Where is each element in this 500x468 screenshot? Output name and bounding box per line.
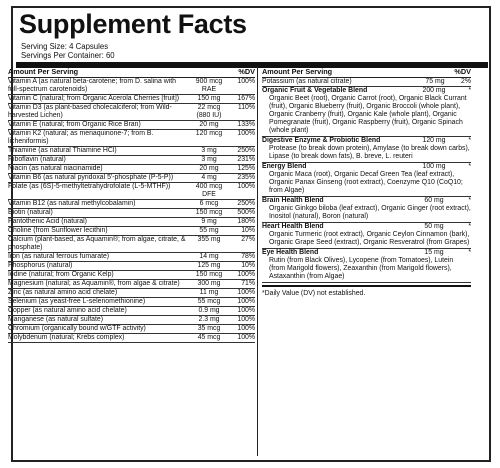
nutrient-dv: 250% xyxy=(237,147,255,154)
blend-block xyxy=(262,137,471,163)
dv-header: %DV xyxy=(454,66,471,76)
nutrient-dv: 250% xyxy=(237,200,255,207)
blend-amount: 200 mg xyxy=(422,87,446,94)
nutrient-row xyxy=(8,209,255,218)
amount-header: Amount Per Serving xyxy=(262,66,333,76)
nutrient-amount: 11 mg xyxy=(199,289,219,296)
nutrient-dv: 2% xyxy=(461,78,471,85)
nutrient-name: Magnesium (natural; as Aquamin®, from algae & citrate) xyxy=(8,280,180,287)
blend-ingredients: Protease (to break down protein), Amylase (to break down carbs), Lipase (to break down fats), B. breve, L. reuteri xyxy=(269,145,470,160)
nutrient-amount: 0.9 mg xyxy=(198,307,220,314)
blend-header xyxy=(262,87,471,95)
blend-dv: * xyxy=(468,249,471,256)
nutrient-name: Choline (from Sunflower lecithin) xyxy=(8,227,108,234)
nutrient-name: Biotin (natural) xyxy=(8,209,53,216)
nutrient-dv: 500% xyxy=(237,209,255,216)
nutrient-row xyxy=(8,325,255,334)
nutrient-name: Molybdenum (natural; Krebs complex) xyxy=(8,334,125,341)
nutrient-name: Calcium (plant-based, as Aquamin®; from algae, citrate, & phosphate) xyxy=(8,236,186,251)
blend-amount: 15 mg xyxy=(424,249,444,256)
blend-dv: * xyxy=(468,87,471,94)
nutrient-dv: 167% xyxy=(237,95,255,102)
nutrient-row xyxy=(8,280,255,289)
nutrient-row xyxy=(8,271,255,280)
nutrient-name: Phosphorus (natural) xyxy=(8,262,73,269)
blend-dv: * xyxy=(468,197,471,204)
nutrient-dv: 100% xyxy=(237,289,255,296)
blend-header xyxy=(262,197,471,205)
nutrient-amount: 75 mg xyxy=(425,78,445,85)
nutrient-name: Niacin (as natural niacinamide) xyxy=(8,165,103,172)
nutrient-name: Iron (as natural ferrous fumarate) xyxy=(8,253,110,260)
nutrient-row xyxy=(8,130,255,147)
nutrient-row xyxy=(8,307,255,316)
nutrient-row xyxy=(8,200,255,209)
nutrient-amount: 150 mcg xyxy=(195,209,223,216)
nutrient-amount: 4 mg xyxy=(201,174,217,181)
nutrient-amount: 3 mg xyxy=(201,147,217,154)
nutrient-name: Pantothenic Acid (natural) xyxy=(8,218,87,225)
nutrient-dv: 100% xyxy=(237,325,255,332)
blend-block xyxy=(262,87,471,137)
nutrient-name: Riboflavin (natural) xyxy=(8,156,66,163)
blend-dv: * xyxy=(468,223,471,230)
blend-header xyxy=(262,223,471,231)
blend-ingredients: Organic Maca (root), Organic Decaf Green Tea (leaf extract), Organic Panax Ginseng (root extract), Coenzyme Q10 (CoQ10; from Algae) xyxy=(269,171,463,194)
column-divider xyxy=(257,66,258,456)
blend-block xyxy=(262,249,471,283)
blend-name: Heart Health Blend xyxy=(262,223,324,230)
nutrient-dv: 100% xyxy=(237,271,255,278)
blend-name: Energy Blend xyxy=(262,163,307,170)
nutrient-dv: 10% xyxy=(241,262,255,269)
nutrient-amount: 45 mcg xyxy=(197,334,221,341)
nutrient-list xyxy=(8,78,255,343)
nutrient-name: Vitamin D3 (as plant-based cholecalciferol; from Wild-harvested Lichen) xyxy=(8,104,172,119)
right-column xyxy=(262,66,471,298)
nutrient-name: Vitamin E (natural; from Organic Rice Bran) xyxy=(8,121,141,128)
blend-header xyxy=(262,137,471,145)
nutrient-dv: 10% xyxy=(241,227,255,234)
nutrient-name: Manganese (as natural sulfate) xyxy=(8,316,103,323)
blend-amount: 60 mg xyxy=(424,197,444,204)
blend-amount: 100 mg xyxy=(422,163,446,170)
potassium-row xyxy=(262,78,471,87)
panel-title: Supplement Facts xyxy=(19,9,247,39)
left-column-header xyxy=(8,66,255,78)
nutrient-row xyxy=(8,236,255,253)
nutrient-dv: 27% xyxy=(241,236,255,243)
blend-ingredients: Rutin (from Black Olives), Lycopene (from Tomatoes), Lutein (from Marigold flowers), Zeaxanthin (from Marigold flowers), Astaxanthin (from Algae) xyxy=(269,257,454,280)
footnote: *Daily Value (DV) not established. xyxy=(262,285,471,298)
nutrient-row xyxy=(8,334,255,343)
nutrient-amount: 300 mg xyxy=(197,280,221,287)
nutrient-row xyxy=(8,156,255,165)
amount-header: Amount Per Serving xyxy=(8,66,79,76)
nutrient-amount: 900 mcg RAE xyxy=(195,78,223,93)
blend-dv: * xyxy=(468,163,471,170)
nutrient-amount: 55 mg xyxy=(199,227,219,234)
nutrient-dv: 100% xyxy=(237,78,255,85)
nutrient-dv: 100% xyxy=(237,307,255,314)
blend-block xyxy=(262,163,471,197)
blend-ingredients: Organic Turmeric (root extract), Organic Ceylon Cinnamon (bark), Organic Grape Seed (extract), Organic Resveratrol (from Grapes) xyxy=(269,231,470,246)
blend-block xyxy=(262,197,471,223)
nutrient-dv: 71% xyxy=(241,280,255,287)
nutrient-amount: 355 mg xyxy=(197,236,221,243)
nutrient-row xyxy=(8,253,255,262)
nutrient-name: Folate (as (6S)-5-methyltetrahydrofolate (L-5-MTHF)) xyxy=(8,183,171,190)
nutrient-name: Vitamin B12 (as natural methylcobalamin) xyxy=(8,200,136,207)
blend-name: Digestive Enzyme & Probiotic Blend xyxy=(262,137,381,144)
nutrient-dv: 125% xyxy=(237,165,255,172)
dv-header: %DV xyxy=(238,66,255,76)
nutrient-name: Copper (as natural amino acid chelate) xyxy=(8,307,127,314)
nutrient-row xyxy=(8,289,255,298)
nutrient-row xyxy=(8,174,255,183)
serving-size: Serving Size: 4 Capsules xyxy=(21,42,109,51)
nutrient-amount: 14 mg xyxy=(199,253,219,260)
nutrient-amount: 3 mg xyxy=(201,156,217,163)
nutrient-dv: 100% xyxy=(237,183,255,190)
nutrient-name: Selenium (as yeast-free L-selenomethionine) xyxy=(8,298,146,305)
nutrient-row xyxy=(8,218,255,227)
nutrient-row xyxy=(8,227,255,236)
nutrient-name: Vitamin B6 (as natural pyridoxal 5'-phosphate (P-5-P)) xyxy=(8,174,174,181)
blend-ingredients: Organic Ginkgo biloba (leaf extract), Organic Ginger (root extract), Inositol (natural), Boron (natural) xyxy=(269,205,471,220)
nutrient-amount: 2.3 mg xyxy=(198,316,220,323)
nutrient-amount: 125 mg xyxy=(197,262,221,269)
nutrient-dv: 100% xyxy=(237,130,255,137)
nutrient-dv: 180% xyxy=(237,218,255,225)
nutrient-amount: 6 mcg xyxy=(199,200,219,207)
nutrient-dv: 100% xyxy=(237,298,255,305)
nutrient-name: Vitamin K2 (natural; as menaquinone-7; from B. licheniformis) xyxy=(8,130,154,145)
nutrient-dv: 133% xyxy=(237,121,255,128)
nutrient-name: Zinc (as natural amino acid chelate) xyxy=(8,289,118,296)
nutrient-row xyxy=(8,165,255,174)
nutrient-row xyxy=(8,298,255,307)
nutrient-row xyxy=(8,78,255,95)
nutrient-row xyxy=(8,147,255,156)
nutrient-amount: 400 mcg DFE xyxy=(195,183,223,198)
nutrient-dv: 231% xyxy=(237,156,255,163)
blend-list xyxy=(262,87,471,283)
blend-name: Brain Health Blend xyxy=(262,197,324,204)
nutrient-dv: 110% xyxy=(237,104,255,111)
nutrient-amount: 20 mg xyxy=(199,121,219,128)
nutrient-row xyxy=(8,121,255,130)
nutrient-amount: 9 mg xyxy=(201,218,217,225)
left-column xyxy=(8,66,255,343)
nutrient-dv: 78% xyxy=(241,253,255,260)
nutrient-dv: 100% xyxy=(237,334,255,341)
blend-amount: 50 mg xyxy=(424,223,444,230)
blend-name: Eye Health Blend xyxy=(262,249,319,256)
nutrient-row xyxy=(8,183,255,200)
nutrient-name: Vitamin C (natural; from Organic Acerola Cherries [fruit]) xyxy=(8,95,180,102)
nutrient-row xyxy=(8,104,255,121)
nutrient-dv: 235% xyxy=(237,174,255,181)
blend-name: Organic Fruit & Vegetable Blend xyxy=(262,87,368,94)
blend-ingredients: Organic Beet (root), Organic Carrot (root), Organic Black Currant (fruit), Organic Blueberry (fruit), Organic Broccoli (whole plant), Organic Cranberry (fruit), Organic Kale (whole plant), Organic Pomegranate (fruit), Organic Raspberry (fruit), Organic Spinach (whole plant) xyxy=(269,95,467,134)
nutrient-name: Thiamine (as natural Thiamine HCl) xyxy=(8,147,117,154)
right-column-header xyxy=(262,66,471,78)
nutrient-amount: 55 mcg xyxy=(197,298,221,305)
nutrient-row xyxy=(8,316,255,325)
nutrient-name: Iodine (natural; from Organic Kelp) xyxy=(8,271,114,278)
nutrient-amount: 150 mg xyxy=(197,95,221,102)
nutrient-name: Chromium (organically bound w/GTF activity) xyxy=(8,325,146,332)
nutrient-amount: 150 mcg xyxy=(195,271,223,278)
nutrient-amount: 120 mcg xyxy=(195,130,223,137)
nutrient-amount: 22 mcg (880 IU) xyxy=(196,104,222,119)
nutrient-name: Potassium (as natural citrate) xyxy=(262,78,352,85)
nutrient-amount: 35 mcg xyxy=(197,325,221,332)
nutrient-row xyxy=(8,262,255,271)
blend-amount: 120 mg xyxy=(422,137,446,144)
nutrient-amount: 20 mg xyxy=(199,165,219,172)
blend-header xyxy=(262,249,471,257)
nutrient-dv: 100% xyxy=(237,316,255,323)
blend-block xyxy=(262,223,471,249)
servings-per-container: Servings Per Container: 60 xyxy=(21,51,115,60)
blend-dv: * xyxy=(468,137,471,144)
nutrient-row xyxy=(8,95,255,104)
nutrient-name: Vitamin A (as natural beta-carotene; from D. salina with full-spectrum carotenoids) xyxy=(8,78,177,93)
blend-header xyxy=(262,163,471,171)
